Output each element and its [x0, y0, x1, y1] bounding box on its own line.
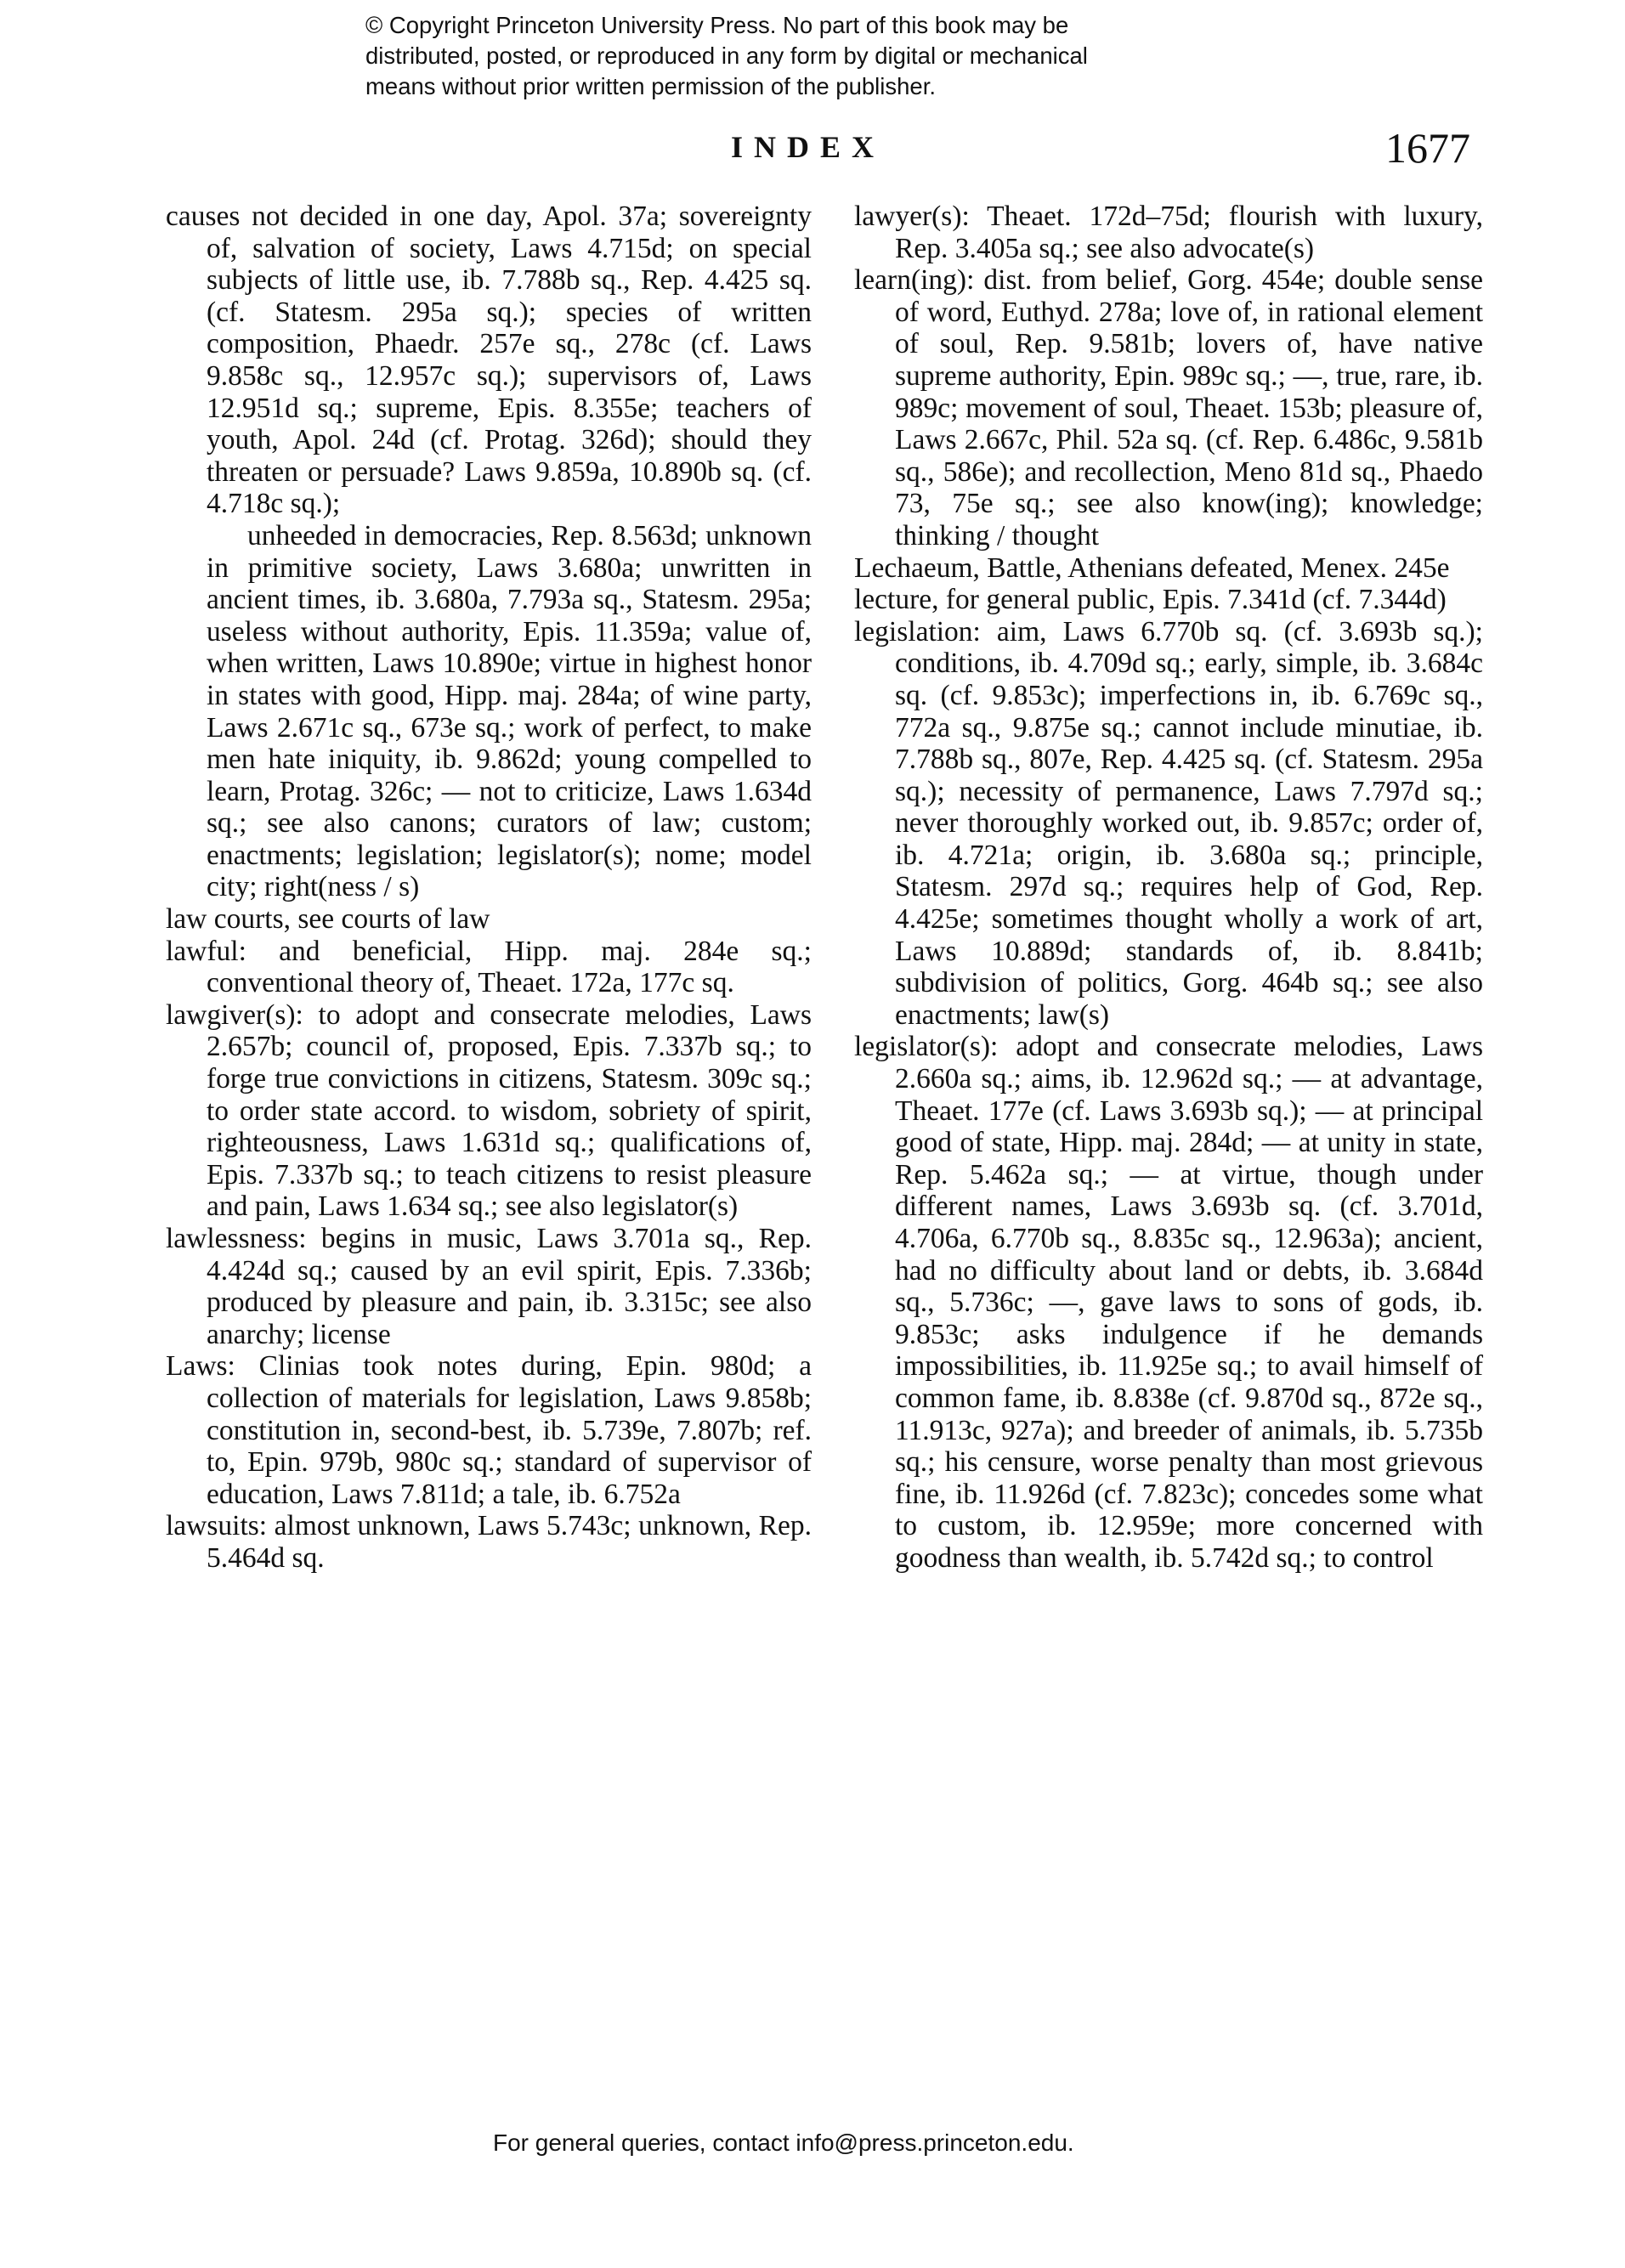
- copyright-line: means without prior written permission of the publisher.: [365, 73, 937, 99]
- index-entry-continuation: unheeded in democracies, Rep. 8.563d; unknown in primitive society, Laws 3.680a; unwritten in ancient times, ib. 3.680a, 7.793a sq., Statesm. 295a; useless without authority, Epis. 11.359a; value of, when written, Laws 10.890e; virtue in highest honor in states with good, Hipp. maj. 284a; of wine party, Laws 2.671c sq., 673e sq.; work of perfect, to make men hate iniquity, ib. 9.862d; young compelled to learn, Protag. 326c; — not to criticize, Laws 1.634d sq.; see also canons; curators of law; custom; enactments; legislation; legislator(s); nome; model city; right(ness / s): [207, 519, 812, 903]
- index-column-right: [854, 201, 1483, 1575]
- index-entry: lawful: and beneficial, Hipp. maj. 284e sq.; conventional theory of, Theaet. 172a, 177c sq.: [166, 935, 812, 999]
- index-entry: learn(ing): dist. from belief, Gorg. 454e; double sense of word, Euthyd. 278a; love of, in rational element of soul, Rep. 9.581b; lovers of, have native supreme authority, Epin. 989c sq.; —, true, rare, ib. 989c; movement of soul, Theaet. 153b; pleasure of, Laws 2.667c, Phil. 52a sq. (cf. Rep. 6.486c, 9.581b sq., 586e); and recollection, Meno 81d sq., Phaedo 73, 75e sq.; see also know(ing); knowledge; thinking / thought: [854, 264, 1483, 551]
- index-entry: Lechaeum, Battle, Athenians defeated, Menex. 245e: [854, 551, 1450, 584]
- index-entry: lecture, for general public, Epis. 7.341d (cf. 7.344d): [854, 584, 1447, 616]
- index-entry: lawgiver(s): to adopt and consecrate melodies, Laws 2.657b; council of, proposed, Epis. 7.337b sq.; to forge true convictions in citizens, Statesm. 309c sq.; to order state accord. to wisdom, sobriety of spirit, righteousness, Laws 1.631d sq.; qualifications of, Epis. 7.337b sq.; to teach citizens to resist pleasure and pain, Laws 1.634 sq.; see also legislator(s): [166, 998, 812, 1223]
- index-entry: Laws: Clinias took notes during, Epin. 980d; a collection of materials for legislation, Laws 9.858b; constitution in, second-best, ib. 5.739e, 7.807b; ref. to, Epin. 979b, 980c sq.; standard of supervisor of education, Laws 7.811d; a tale, ib. 6.752a: [166, 1350, 812, 1510]
- index-column-left: [166, 201, 812, 1575]
- footer-contact: For general queries, contact info@press.princeton.edu.: [493, 2129, 1074, 2156]
- index-entry: lawsuits: almost unknown, Laws 5.743c; unknown, Rep. 5.464d sq.: [166, 1510, 812, 1574]
- index-entry: law courts, see courts of law: [166, 903, 490, 936]
- index-entry: causes not decided in one day, Apol. 37a; sovereignty of, salvation of society, Laws 4.715d; on special subjects of little use, ib. 7.788b sq., Rep. 4.425 sq. (cf. Statesm. 295a sq.); species of written composition, Phaedr. 257e sq., 278c (cf. Laws 9.858c sq., 12.957c sq.); supervisors of, Laws 12.951d sq.; supreme, Epis. 8.355e; teachers of youth, Apol. 24d (cf. Protag. 326d); should they threaten or persuade? Laws 9.859a, 10.890b sq. (cf. 4.718c sq.);: [166, 201, 812, 520]
- copyright-line: distributed, posted, or reproduced in any form by digital or mechanical: [365, 42, 1088, 69]
- running-head: INDEX: [731, 130, 886, 164]
- page-number: 1677: [1385, 124, 1470, 172]
- copyright-notice: [365, 10, 1258, 102]
- index-entry: lawyer(s): Theaet. 172d–75d; flourish with luxury, Rep. 3.405a sq.; see also advocate(s): [854, 201, 1483, 264]
- index-entry: legislator(s): adopt and consecrate melodies, Laws 2.660a sq.; aims, ib. 12.962d sq.; — at advantage, Theaet. 177e (cf. Laws 3.693b sq.); — at principal good of state, Hipp. maj. 284d; — at unity in state, Rep. 5.462a sq.; — at virtue, though under different names, Laws 3.693b sq. (cf. 3.701d, 4.706a, 6.770b sq., 8.835c sq., 12.963a); ancient, had no difficulty about land or debts, ib. 3.684d sq., 5.736c; —, gave laws to sons of gods, ib. 9.853c; asks indulgence if he demands impossibilities, ib. 11.925e sq.; to avail himself of common fame, ib. 8.838e (cf. 9.870d sq., 872e sq., 11.913c, 927a); and breeder of animals, ib. 5.735b sq.; his censure, worse penalty than most grievous fine, ib. 11.926d (cf. 7.823c); concedes some what to custom, ib. 12.959e; more concerned with goodness than wealth, ib. 5.742d sq.; to control: [854, 1031, 1483, 1574]
- index-entry: lawlessness: begins in music, Laws 3.701a sq., Rep. 4.424d sq.; caused by an evil spirit, Epis. 7.336b; produced by pleasure and pain, ib. 3.315c; see also anarchy; license: [166, 1223, 812, 1350]
- copyright-line: © Copyright Princeton University Press. No part of this book may be: [365, 12, 1069, 38]
- index-entry: legislation: aim, Laws 6.770b sq. (cf. 3.693b sq.); conditions, ib. 4.709d sq.; early, simple, ib. 3.684c sq. (cf. 9.853c); imperfections in, ib. 6.769c sq., 772a sq., 9.875e sq.; cannot include minutiae, ib. 7.788b sq., 807e, Rep. 4.425 sq. (cf. Statesm. 295a sq.); necessity of permanence, Laws 7.797d sq.; never thoroughly worked out, ib. 9.857c; order of, ib. 4.721a; origin, ib. 3.680a sq.; principle, Statesm. 297d sq.; requires help of God, Rep. 4.425e; sometimes thought wholly a work of art, Laws 10.889d; standards of, ib. 8.841b; subdivision of politics, Gorg. 464b sq.; see also enactments; law(s): [854, 615, 1483, 1031]
